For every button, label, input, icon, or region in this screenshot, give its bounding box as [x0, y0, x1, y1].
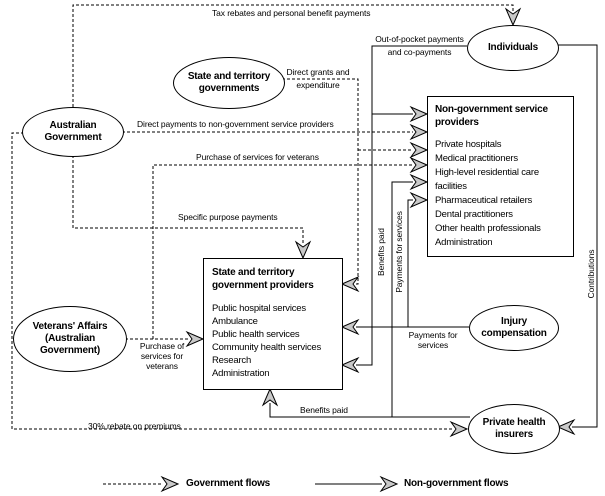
box-title: Non-government service providers — [435, 104, 548, 128]
provider-item: Medical practitioners — [435, 153, 518, 164]
arrow-specific-purpose — [296, 242, 310, 258]
legend-non-government-arrow — [381, 477, 397, 491]
box-state-providers — [203, 258, 343, 390]
arrow-into-individuals — [506, 9, 520, 25]
node-label: Injury compensation — [481, 316, 547, 339]
provider-item: High-level residential care facilities — [435, 167, 539, 192]
arrow-direct-payments — [411, 125, 427, 139]
node-australian-government — [22, 107, 124, 157]
node-label: Private health insurers — [482, 417, 546, 440]
label-payments-services-vertical: Payments for services — [394, 211, 404, 293]
box-non-government-providers — [427, 96, 574, 257]
label-benefits-paid-vertical: Benefits paid — [376, 228, 386, 276]
label-direct-grants-1: Direct grants and — [286, 67, 350, 77]
node-label: State and territory governments — [187, 71, 271, 94]
label-direct-grants-2: expenditure — [296, 80, 340, 90]
provider-item: Dental practitioners — [435, 209, 513, 220]
provider-item: Private hospitals — [435, 139, 502, 150]
node-individuals — [467, 25, 559, 71]
node-private-health-insurers — [468, 404, 560, 454]
label-out-of-pocket-2: and co-payments — [387, 47, 452, 57]
label-benefits-paid: Benefits paid — [300, 405, 348, 415]
arrow-injury-state — [342, 320, 358, 334]
provider-item: Ambulance — [212, 316, 258, 327]
arrow-benefits-state — [263, 389, 277, 405]
node-injury-compensation — [469, 305, 559, 351]
box-title: State and territory government providers — [212, 267, 314, 291]
label-payments-services: Payments for services — [408, 330, 458, 350]
arrow-state-to-nongov — [411, 143, 427, 157]
node-veterans-affairs — [13, 306, 127, 372]
legend-non-government-flows: Non-government flows — [404, 478, 509, 489]
provider-item: Community health services — [212, 342, 322, 353]
label-purchase-veterans-small: Purchase of services for veterans — [139, 341, 185, 371]
legend-government-flows: Government flows — [186, 478, 271, 489]
arrow-into-phi-left — [451, 422, 467, 436]
provider-item: Other health professionals — [435, 223, 541, 234]
node-label: Veterans' Affairs (Australian Government) — [32, 321, 108, 356]
label-tax-rebates: Tax rebates and personal benefit payments — [212, 8, 371, 18]
flow-direct-grants-line — [282, 79, 358, 284]
provider-item: Pharmaceutical retailers — [435, 195, 533, 206]
arrow-benefits-nongov — [411, 175, 427, 189]
label-contributions: Contributions — [586, 249, 596, 299]
flow-injury-payments-branch-line — [408, 200, 413, 327]
label-specific-purpose: Specific purpose payments — [178, 212, 278, 222]
flow-specific-purpose-line — [73, 155, 303, 243]
arrow-oop-state — [342, 358, 358, 372]
arrow-contributions — [558, 420, 574, 434]
provider-item: Public health services — [212, 329, 300, 340]
arrow-direct-grants — [342, 277, 358, 291]
node-label: Australian Government — [44, 120, 102, 143]
node-state-territory-governments — [173, 57, 285, 109]
arrow-injury-nongov — [411, 193, 427, 207]
label-purchase-veterans-top: Purchase of services for veterans — [196, 152, 319, 162]
provider-item: Administration — [435, 237, 493, 248]
arrow-oop-nongov — [411, 107, 427, 121]
arrow-veterans-nongov — [411, 158, 427, 172]
label-rebate-premiums: 30% rebate on premiums — [88, 421, 181, 431]
provider-item: Administration — [212, 368, 270, 379]
node-label: Individuals — [487, 42, 539, 53]
label-out-of-pocket-1: Out-of-pocket payments — [375, 34, 464, 44]
legend-government-arrow — [162, 477, 178, 491]
provider-item: Research — [212, 355, 252, 366]
label-direct-payments: Direct payments to non-government service providers — [137, 119, 334, 129]
provider-item: Public hospital services — [212, 303, 306, 314]
